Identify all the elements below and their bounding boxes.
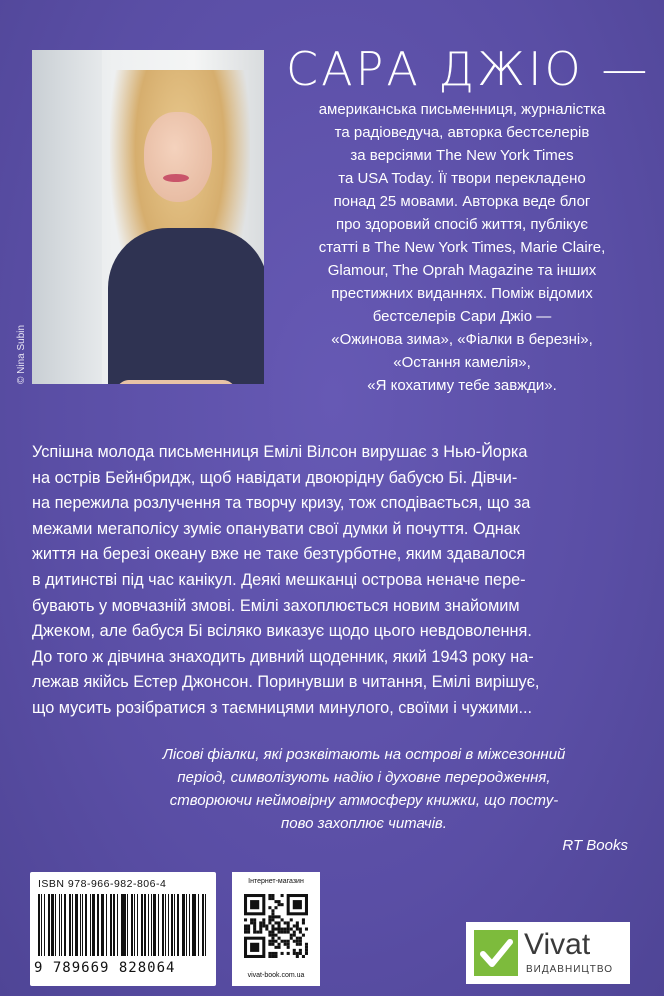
qr-module [268, 934, 271, 937]
qr-module [262, 921, 265, 924]
barcode-bar [121, 894, 122, 956]
barcode-bar [148, 894, 149, 956]
quote-line: пово захоплює читачів. [281, 815, 447, 832]
qr-module [299, 949, 302, 952]
qr-module [253, 918, 256, 921]
bio-line: за версіями The New York Times [350, 147, 574, 164]
qr-module [281, 928, 284, 931]
qr-module [268, 894, 271, 897]
qr-module [299, 928, 302, 931]
qr-module [274, 934, 277, 937]
qr-module [290, 918, 293, 921]
qr-module [296, 937, 299, 940]
barcode-bar [101, 894, 102, 956]
qr-module [305, 943, 308, 946]
synopsis-line: життя на березі океану вже не таке безтурботне, яким здавалося [32, 545, 526, 564]
blurb-quote [100, 743, 628, 835]
qr-module [259, 928, 262, 931]
bio-line: понад 25 мовами. Авторка веде блог [333, 193, 591, 210]
qr-module [274, 952, 277, 955]
barcode-bar [82, 894, 83, 956]
barcode-bar [69, 894, 71, 956]
qr-module [284, 943, 287, 946]
isbn-label: ISBN 978-966-982-806-4 [38, 878, 167, 890]
barcode-bar [194, 894, 196, 956]
synopsis-line: межами мегаполісу зуміє опанувати свої думки й почуття. Однак [32, 519, 520, 538]
qr-module [250, 921, 253, 924]
qr-module [259, 924, 262, 927]
barcode-bar [131, 894, 133, 956]
qr-module [274, 955, 277, 958]
qr-module [268, 931, 271, 934]
qr-module [244, 918, 247, 921]
barcode-bar [171, 894, 173, 956]
qr-module [271, 937, 274, 940]
qr-module [268, 906, 271, 909]
qr-module [296, 928, 299, 931]
barcode-bar [122, 894, 125, 956]
qr-module [268, 943, 271, 946]
photo-window-background [32, 50, 102, 384]
publisher-logo [466, 922, 630, 984]
qr-module [278, 946, 281, 949]
barcode-bar [202, 894, 204, 956]
qr-module [278, 937, 281, 940]
barcode-bar [61, 894, 62, 956]
photo-credit: © Nina Subin [16, 324, 27, 384]
qr-module [250, 900, 259, 909]
qr-module [287, 946, 290, 949]
qr-module [287, 943, 290, 946]
barcode-bar [192, 894, 193, 956]
barcode-bar [137, 894, 138, 956]
synopsis-line: що мусить розібратися з таємницями минулого, своїми і чужими... [32, 698, 533, 717]
qr-module [268, 915, 271, 918]
qr-module [271, 915, 274, 918]
qr-module [299, 940, 302, 943]
qr-module [293, 940, 296, 943]
qr-module [293, 924, 296, 927]
vivat-check-icon [474, 930, 518, 976]
barcode-bar [113, 894, 115, 956]
barcode-bar [189, 894, 190, 956]
qr-module [305, 946, 308, 949]
qr-caption-top: Інтернет-магазин [248, 878, 304, 885]
qr-module [253, 931, 256, 934]
qr-module [271, 918, 274, 921]
barcode-bar [64, 894, 66, 956]
qr-module [250, 943, 259, 952]
qr-caption-url: vivat-book.com.ua [247, 972, 305, 979]
qr-module [281, 903, 284, 906]
quote-line: Лісові фіалки, які розквітають на острові в міжсезонний [162, 746, 566, 763]
barcode-bar [198, 894, 199, 956]
qr-module [265, 928, 268, 931]
bio-line: «Я кохатиму тебе завжди». [367, 377, 557, 394]
barcode-bar [186, 894, 187, 956]
qr-module [296, 940, 299, 943]
barcode-bar [44, 894, 45, 956]
qr-module [271, 940, 274, 943]
qr-module [274, 900, 277, 903]
qr-module [299, 952, 302, 955]
qr-module [268, 955, 271, 958]
qr-module [278, 903, 281, 906]
qr-module [278, 943, 281, 946]
barcode-bar [92, 894, 95, 956]
qr-module [274, 946, 277, 949]
barcode-bar [59, 894, 60, 956]
qr-module [296, 924, 299, 927]
qr-module [271, 943, 274, 946]
photo-dress [108, 228, 264, 384]
barcode-bar [158, 894, 159, 956]
qr-module [278, 924, 281, 927]
photo-arms [116, 380, 236, 384]
barcode-bar [205, 894, 206, 956]
qr-module [268, 897, 271, 900]
qr-module [247, 924, 250, 927]
barcode-bar [134, 894, 135, 956]
qr-module [271, 928, 274, 931]
qr-module [244, 928, 247, 931]
qr-module [296, 943, 299, 946]
photo-face [144, 112, 212, 202]
qr-module [287, 931, 290, 934]
qr-module [290, 928, 293, 931]
qr-module [271, 931, 274, 934]
qr-module [271, 894, 274, 897]
barcode-bar [174, 894, 175, 956]
barcode-bar [80, 894, 81, 956]
synopsis-line: на острів Бейнбридж, щоб навідати двоюрідну бабусю Бі. Дівчи- [32, 468, 518, 487]
qr-module [250, 918, 253, 921]
author-name: САРА ДЖІО — [286, 42, 651, 96]
barcode-bar [85, 894, 87, 956]
barcode-bar [103, 894, 104, 956]
qr-module [259, 931, 262, 934]
qr-module [278, 915, 281, 918]
qr-module [278, 921, 281, 924]
qr-module [287, 940, 290, 943]
synopsis-line: лежав якійсь Естер Джонсон. Поринувши в читання, Емілі вирішує, [32, 673, 540, 692]
qr-module [271, 924, 274, 927]
bio-line: статті в The New York Times, Marie Claire, [318, 239, 606, 256]
qr-module [268, 921, 271, 924]
qr-module [274, 906, 277, 909]
qr-module [262, 918, 265, 921]
qr-module [244, 931, 247, 934]
qr-module [278, 931, 281, 934]
qr-module [281, 952, 284, 955]
qr-module [293, 900, 302, 909]
qr-module [278, 928, 281, 931]
logo-name: Vivat [524, 928, 591, 961]
qr-module [296, 921, 299, 924]
synopsis-line: бувають у мовчазній змові. Емілі захоплюється новим знайомим [32, 596, 520, 615]
qr-module [293, 931, 296, 934]
barcode-bar [75, 894, 78, 956]
book-synopsis [32, 440, 640, 722]
qr-module [271, 912, 274, 915]
barcode-bar [144, 894, 146, 956]
qr-module [271, 934, 274, 937]
qr-module [296, 952, 299, 955]
qr-module [299, 937, 302, 940]
barcode-bar [153, 894, 156, 956]
qr-module [293, 949, 296, 952]
qr-module [256, 931, 259, 934]
barcode-bar [106, 894, 107, 956]
qr-module [259, 921, 262, 924]
qr-module [305, 928, 308, 931]
synopsis-line: До того ж дівчина знаходить дивний щоденник, який 1943 року на- [32, 647, 534, 666]
qr-module [299, 943, 302, 946]
qr-code-icon [244, 894, 308, 958]
qr-module [287, 924, 290, 927]
qr-module [299, 931, 302, 934]
qr-module [293, 952, 296, 955]
barcode-bar [151, 894, 152, 956]
bio-line: про здоровий спосіб життя, публікує [335, 216, 589, 233]
qr-module [271, 952, 274, 955]
barcode-bar [38, 894, 40, 956]
qr-module [284, 931, 287, 934]
qr-module [268, 918, 271, 921]
barcode-bar [141, 894, 143, 956]
bio-line: бестселерів Сари Джіо — [372, 308, 552, 325]
qr-module [293, 934, 296, 937]
qr-module [281, 940, 284, 943]
barcode-bar [72, 894, 73, 956]
qr-module [296, 955, 299, 958]
synopsis-line: в дитинстві під час канікул. Деякі мешканці острова неначе пере- [32, 570, 526, 589]
bio-line: Glamour, The Oprah Magazine та інших [327, 262, 597, 279]
qr-module [302, 955, 305, 958]
isbn-barcode [30, 872, 216, 986]
qr-module [271, 955, 274, 958]
qr-module [253, 928, 256, 931]
qr-module [287, 952, 290, 955]
barcode-bar [110, 894, 112, 956]
qr-module [284, 928, 287, 931]
qr-module [274, 928, 277, 931]
barcode-bar [117, 894, 118, 956]
qr-module [271, 897, 274, 900]
barcode-bar [55, 894, 56, 956]
quote-source: RT Books [562, 837, 628, 854]
ean-digits: 9 789669 828064 [34, 960, 176, 976]
author-photo [32, 50, 264, 384]
qr-block [232, 872, 320, 986]
qr-module [274, 915, 277, 918]
author-bio [272, 98, 652, 397]
bio-line: «Остання камелія», [393, 354, 531, 371]
synopsis-line: Успішна молода письменниця Емілі Вілсон вирушає з Нью-Йорка [32, 443, 528, 461]
qr-module [287, 928, 290, 931]
qr-module [290, 937, 293, 940]
qr-module [281, 894, 284, 897]
qr-module [253, 924, 256, 927]
qr-module [268, 940, 271, 943]
quote-line: створюючи неймовірну атмосферу книжки, що посту- [169, 792, 559, 809]
bio-line: престижних виданнях. Поміж відомих [331, 285, 593, 302]
qr-module [278, 900, 281, 903]
bio-line: та радіоведуча, авторка бестселерів [334, 124, 590, 141]
qr-module [284, 921, 287, 924]
qr-module [287, 921, 290, 924]
qr-module [302, 918, 305, 921]
barcode-bar [51, 894, 54, 956]
qr-module [262, 924, 265, 927]
barcode-bar [90, 894, 91, 956]
qr-module [274, 940, 277, 943]
qr-module [305, 949, 308, 952]
barcode-bar [165, 894, 166, 956]
barcode-bar [168, 894, 169, 956]
qr-module [290, 934, 293, 937]
barcode-bar [182, 894, 185, 956]
qr-module [268, 952, 271, 955]
bio-line: та USA Today. Її твори перекладено [338, 170, 586, 187]
qr-module [302, 921, 305, 924]
qr-module [284, 940, 287, 943]
qr-module [305, 952, 308, 955]
qr-module [247, 928, 250, 931]
qr-module [302, 934, 305, 937]
synopsis-line: на пережила розлучення та творчу кризу, тож сподівається, що за [32, 494, 531, 513]
barcode-bar [97, 894, 99, 956]
barcode-bar [127, 894, 128, 956]
barcode-bar [41, 894, 42, 956]
barcode-bar [48, 894, 50, 956]
qr-module [281, 931, 284, 934]
bio-line: «Ожинова зима», «Фіалки в березні», [331, 331, 593, 348]
barcode-bar [162, 894, 164, 956]
qr-module [274, 921, 277, 924]
synopsis-line: Джеком, але бабуся Бі всіляко виказує щодо цього невдоволення. [32, 622, 532, 641]
qr-module [244, 924, 247, 927]
photo-lips [163, 174, 189, 182]
qr-module [253, 921, 256, 924]
barcode-bars [38, 894, 208, 956]
quote-line: період, символізують надію і духовне переродження, [177, 769, 551, 786]
bio-line: американська письменниця, журналістка [318, 101, 606, 118]
barcode-bar [177, 894, 179, 956]
logo-subtitle: ВИДАВНИЦТВО [526, 964, 614, 975]
qr-module [247, 931, 250, 934]
qr-module [271, 909, 274, 912]
qr-module [265, 924, 268, 927]
qr-module [281, 918, 284, 921]
